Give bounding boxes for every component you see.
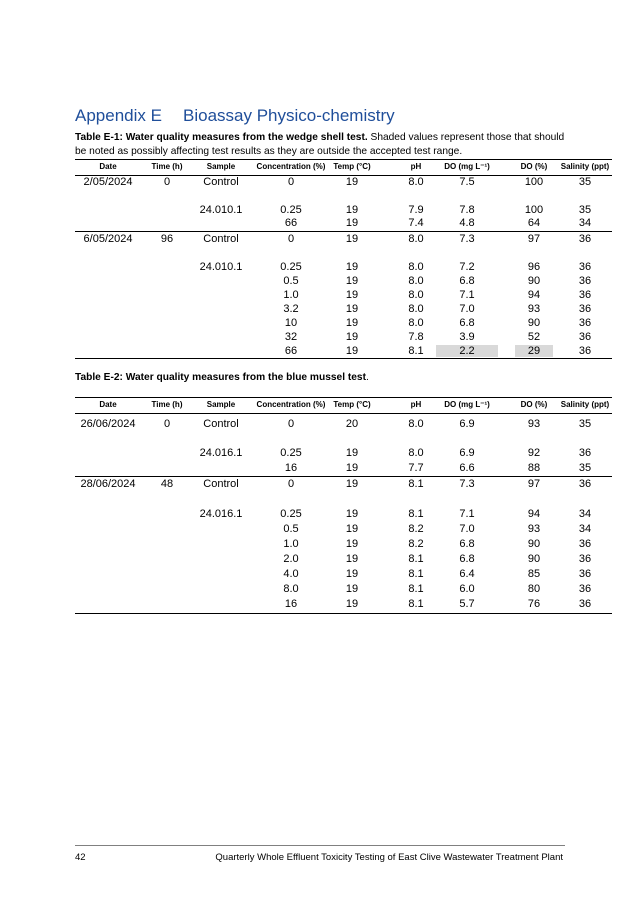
- table1-caption: [75, 131, 565, 159]
- table-cell: 36: [578, 289, 592, 301]
- table-cell: 8.1: [408, 598, 424, 610]
- column-header: pH: [410, 162, 422, 171]
- table-cell: 3.2: [283, 303, 299, 315]
- column-header: Time (h): [151, 162, 183, 171]
- table-cell: 7.5: [459, 176, 475, 188]
- table-cell: 100: [524, 176, 544, 188]
- table-cell: 8.1: [408, 553, 424, 565]
- table-cell: 7.0: [459, 303, 475, 315]
- table-cell: 19: [345, 261, 359, 273]
- table-cell: 88: [527, 462, 541, 474]
- table-cell: 34: [578, 523, 592, 535]
- table-cell: 0: [163, 176, 171, 188]
- table-cell: 90: [527, 553, 541, 565]
- table-cell: 19: [345, 478, 359, 490]
- table-cell: 7.8: [408, 331, 424, 343]
- table-cell: 16: [284, 598, 298, 610]
- table-cell: 36: [578, 447, 592, 459]
- table-row: [75, 331, 612, 344]
- table-row: [75, 345, 612, 358]
- table-row: [75, 478, 612, 491]
- table-cell: 8.0: [408, 233, 424, 245]
- group-rule: [75, 476, 612, 477]
- table-cell: 7.1: [459, 289, 475, 301]
- table-cell: 6.8: [459, 538, 475, 550]
- table-cell: 7.3: [459, 233, 475, 245]
- table-cell: 85: [527, 568, 541, 580]
- table-cell: 19: [345, 275, 359, 287]
- table-cell: 0: [287, 478, 295, 490]
- table-cell: 0.5: [283, 523, 299, 535]
- table-cell: 5.7: [459, 598, 475, 610]
- table-cell: 8.2: [408, 538, 424, 550]
- table-row: [75, 583, 612, 596]
- table-cell: 6.6: [459, 462, 475, 474]
- table-cell: 19: [345, 523, 359, 535]
- table-cell: 36: [578, 233, 592, 245]
- table-blue-mussel: [75, 397, 612, 617]
- table-cell: 8.1: [408, 345, 424, 357]
- table-cell: 3.9: [459, 331, 475, 343]
- table-cell: 1.0: [283, 289, 299, 301]
- table-cell: 36: [578, 303, 592, 315]
- table-top-rule: [75, 397, 612, 398]
- table-row: [75, 447, 612, 460]
- table-cell: 4.8: [459, 217, 475, 229]
- column-header: pH: [410, 400, 422, 409]
- column-header: Temp (°C): [333, 400, 371, 409]
- table-cell: 19: [345, 289, 359, 301]
- table-cell: 0.25: [280, 204, 302, 216]
- appendix-heading: [75, 106, 395, 126]
- table-cell: 19: [345, 233, 359, 245]
- table1-caption-rest: Shaded values represent those that should be noted as possibly affecting test results as they are outside the accepted test range.: [75, 132, 565, 157]
- table-wedge-shell: [75, 159, 612, 359]
- table-cell: 90: [527, 538, 541, 550]
- table-cell: 93: [527, 303, 541, 315]
- table-cell: 19: [345, 553, 359, 565]
- header-rule: [75, 413, 612, 414]
- table-cell: 19: [345, 598, 359, 610]
- table-cell: 0: [287, 233, 295, 245]
- table-row: [75, 317, 612, 330]
- table-cell: 76: [527, 598, 541, 610]
- column-header: Concentration (%): [256, 400, 326, 409]
- table-cell: 36: [578, 261, 592, 273]
- table-cell: 36: [578, 598, 592, 610]
- table-cell: 94: [527, 508, 541, 520]
- table-cell: 7.1: [459, 508, 475, 520]
- table-row: [75, 204, 612, 217]
- column-header: Sample: [206, 162, 236, 171]
- table-cell: 8.1: [408, 508, 424, 520]
- table-cell: 34: [578, 217, 592, 229]
- table-row: [75, 303, 612, 316]
- table-cell: 24.010.1: [199, 261, 243, 273]
- table-cell: 20: [345, 418, 359, 430]
- table-row: [75, 462, 612, 475]
- table-cell: 19: [345, 583, 359, 595]
- table-cell: 0: [163, 418, 171, 430]
- table-cell: 80: [527, 583, 541, 595]
- table-cell: 24.016.1: [199, 508, 243, 520]
- table-cell: 19: [345, 345, 359, 357]
- table-cell: 2/05/2024: [83, 176, 133, 188]
- table-cell: 19: [345, 538, 359, 550]
- table-cell: 90: [527, 317, 541, 329]
- table-cell: 8.1: [408, 568, 424, 580]
- column-header: Salinity (ppt): [560, 400, 610, 409]
- table-header-row: [75, 162, 612, 176]
- table-cell: 8.0: [283, 583, 299, 595]
- table-row: [75, 508, 612, 521]
- table-cell: 8.0: [408, 176, 424, 188]
- table-row: [75, 261, 612, 274]
- table-cell: 6.8: [459, 275, 475, 287]
- table-cell: Control: [203, 233, 239, 245]
- table-row: [75, 523, 612, 536]
- appendix-label: Appendix E: [75, 106, 162, 125]
- table-cell: 8.0: [408, 303, 424, 315]
- table-header-row: [75, 400, 612, 414]
- table-cell: 52: [527, 331, 541, 343]
- table-cell: 36: [578, 478, 592, 490]
- column-header: DO (mg L⁻¹): [444, 162, 490, 171]
- table-cell: 19: [345, 217, 359, 229]
- table-cell: 28/06/2024: [80, 478, 136, 490]
- table-cell: 8.0: [408, 275, 424, 287]
- table-cell: Control: [203, 478, 239, 490]
- column-header: Date: [99, 400, 117, 409]
- table-cell: Control: [203, 176, 239, 188]
- table-cell: 19: [345, 303, 359, 315]
- table-cell: 97: [527, 478, 541, 490]
- table-cell: 32: [284, 331, 298, 343]
- table-cell: 19: [345, 462, 359, 474]
- table-cell: 19: [345, 508, 359, 520]
- table-cell: 7.0: [459, 523, 475, 535]
- table-cell: 66: [284, 345, 298, 357]
- table-cell: 7.9: [408, 204, 424, 216]
- table-cell: 10: [284, 317, 298, 329]
- table-cell: 24.010.1: [199, 204, 243, 216]
- table-cell: 36: [578, 553, 592, 565]
- table2-caption-bold: Table E-2: Water quality measures from the blue mussel test: [75, 372, 366, 383]
- table-cell: 16: [284, 462, 298, 474]
- table-cell: 0.5: [283, 275, 299, 287]
- column-header: Salinity (ppt): [560, 162, 610, 171]
- table-cell: 96: [527, 261, 541, 273]
- appendix-title: Bioassay Physico-chemistry: [183, 106, 395, 125]
- table-cell: 93: [527, 523, 541, 535]
- table-cell: 94: [527, 289, 541, 301]
- table-cell: 93: [527, 418, 541, 430]
- table-cell: 19: [345, 331, 359, 343]
- table-cell: 24.016.1: [199, 447, 243, 459]
- column-header: DO (%): [520, 162, 548, 171]
- table-cell: 26/06/2024: [80, 418, 136, 430]
- table-cell: 6.9: [459, 418, 475, 430]
- table-cell: Control: [203, 418, 239, 430]
- table-cell: 19: [345, 447, 359, 459]
- table-cell: 8.1: [408, 478, 424, 490]
- table-cell: 6.9: [459, 447, 475, 459]
- column-header: Concentration (%): [256, 162, 326, 171]
- table-cell: 2.2: [436, 345, 498, 357]
- column-header: DO (%): [520, 400, 548, 409]
- table-cell: 6.0: [459, 583, 475, 595]
- table-cell: 35: [578, 204, 592, 216]
- table-row: [75, 217, 612, 230]
- table-cell: 36: [578, 275, 592, 287]
- table-cell: 0.25: [280, 261, 302, 273]
- table-row: [75, 275, 612, 288]
- table-cell: 1.0: [283, 538, 299, 550]
- table-row: [75, 176, 612, 189]
- table-cell: 19: [345, 176, 359, 188]
- table-cell: 35: [578, 176, 592, 188]
- table-cell: 4.0: [283, 568, 299, 580]
- table-cell: 96: [160, 233, 174, 245]
- table-cell: 97: [527, 233, 541, 245]
- table-cell: 48: [160, 478, 174, 490]
- table-cell: 36: [578, 538, 592, 550]
- table-cell: 66: [284, 217, 298, 229]
- table-cell: 7.2: [459, 261, 475, 273]
- table-cell: 6/05/2024: [83, 233, 133, 245]
- table-cell: 8.0: [408, 447, 424, 459]
- table2-caption: [75, 371, 565, 385]
- table-cell: 8.2: [408, 523, 424, 535]
- table-cell: 19: [345, 317, 359, 329]
- table-cell: 19: [345, 204, 359, 216]
- table-row: [75, 538, 612, 551]
- table-cell: 6.8: [459, 317, 475, 329]
- table-cell: 36: [578, 317, 592, 329]
- table-cell: 35: [578, 418, 592, 430]
- column-header: DO (mg L⁻¹): [444, 400, 490, 409]
- table-cell: 92: [527, 447, 541, 459]
- table-row: [75, 568, 612, 581]
- table-cell: 36: [578, 568, 592, 580]
- table-cell: 0: [287, 418, 295, 430]
- column-header: Temp (°C): [333, 162, 371, 171]
- table-cell: 64: [527, 217, 541, 229]
- table-top-rule: [75, 159, 612, 160]
- table-cell: 8.0: [408, 261, 424, 273]
- table-cell: 36: [578, 331, 592, 343]
- table-cell: 34: [578, 508, 592, 520]
- table-cell: 7.7: [408, 462, 424, 474]
- table-cell: 7.4: [408, 217, 424, 229]
- table1-caption-bold: Table E-1: Water quality measures from the wedge shell test.: [75, 132, 368, 143]
- table-cell: 2.0: [283, 553, 299, 565]
- table-cell: 6.4: [459, 568, 475, 580]
- table-cell: 8.1: [408, 583, 424, 595]
- table-row: [75, 289, 612, 302]
- group-rule: [75, 231, 612, 232]
- table-cell: 90: [527, 275, 541, 287]
- table-row: [75, 418, 612, 431]
- table-cell: 7.8: [459, 204, 475, 216]
- table-cell: 36: [578, 345, 592, 357]
- table-cell: 35: [578, 462, 592, 474]
- table-cell: 0.25: [280, 447, 302, 459]
- column-header: Sample: [206, 400, 236, 409]
- table-bottom-rule: [75, 613, 612, 614]
- footer-divider: [75, 845, 565, 846]
- table-cell: 0: [287, 176, 295, 188]
- table-cell: 8.0: [408, 418, 424, 430]
- table-row: [75, 233, 612, 246]
- table-cell: 36: [578, 583, 592, 595]
- table-cell: 8.0: [408, 317, 424, 329]
- table-row: [75, 598, 612, 611]
- table-cell: 100: [524, 204, 544, 216]
- table-cell: 7.3: [459, 478, 475, 490]
- column-header: Date: [99, 162, 117, 171]
- table-cell: 6.8: [459, 553, 475, 565]
- footer-title: Quarterly Whole Effluent Toxicity Testing of East Clive Wastewater Treatment Plant: [215, 852, 563, 863]
- table-cell: 19: [345, 568, 359, 580]
- table-cell: 8.0: [408, 289, 424, 301]
- table-bottom-rule: [75, 358, 612, 359]
- column-header: Time (h): [151, 400, 183, 409]
- table-row: [75, 553, 612, 566]
- table-cell: 29: [515, 345, 553, 357]
- table-cell: 0.25: [280, 508, 302, 520]
- table2-caption-rest: .: [366, 372, 369, 383]
- page-number: 42: [75, 852, 86, 863]
